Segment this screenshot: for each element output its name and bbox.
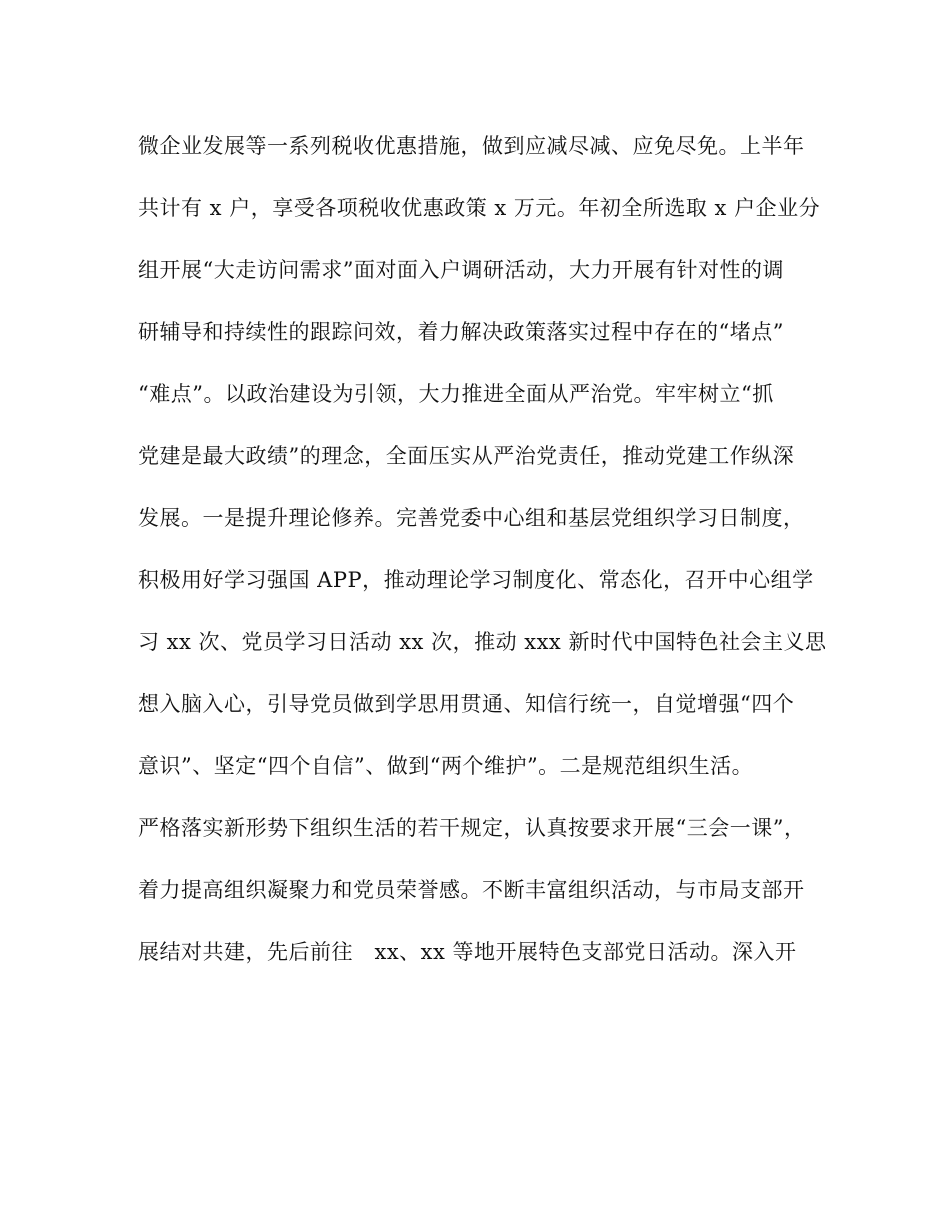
text-line-4: 研辅导和持续性的跟踪问效，着力解决政策落实过程中存在的“堵点” (138, 320, 784, 344)
text-line-11: 意识”、坚定“四个自信”、做到“两个维护”。二是规范组织生活。 (138, 754, 754, 778)
text-line-7: 发展。一是提升理论修养。完善党委中心组和基层党组织学习日制度， (138, 506, 805, 530)
text-line-8: 积极用好学习强国 APP，推动理论学习制度化、常态化，召开中心组学 (138, 568, 814, 592)
text-line-9: 习 xx 次、党员学习日活动 xx 次，推动 xxx 新时代中国特色社会主义思 (138, 630, 827, 654)
text-line-1: 微企业发展等一系列税收优惠措施，做到应减尽减、应免尽免。上半年 (138, 134, 805, 158)
text-line-14: 展结对共建，先后前往 xx、xx 等地开展特色支部党日活动。深入开 (138, 940, 797, 964)
text-line-3: 组开展“大走访问需求”面对面入户调研活动，大力开展有针对性的调 (138, 258, 784, 282)
text-line-10: 想入脑入心，引导党员做到学思用贯通、知信行统一，自觉增强“四个 (138, 692, 795, 716)
text-line-5: “难点”。以政治建设为引领，大力推进全面从严治党。牢牢树立“抓 (138, 382, 774, 406)
text-line-12: 严格落实新形势下组织生活的若干规定，认真按要求开展“三会一课”， (138, 816, 806, 840)
body-text (138, 124, 838, 975)
text-line-2: 共计有 x 户，享受各项税收优惠政策 x 万元。年初全所选取 x 户企业分 (138, 196, 821, 220)
text-line-13: 着力提高组织凝聚力和党员荣誉感。不断丰富组织活动，与市局支部开 (138, 878, 805, 902)
text-line-6: 党建是最大政绩”的理念，全面压实从严治党责任，推动党建工作纵深 (138, 444, 795, 468)
